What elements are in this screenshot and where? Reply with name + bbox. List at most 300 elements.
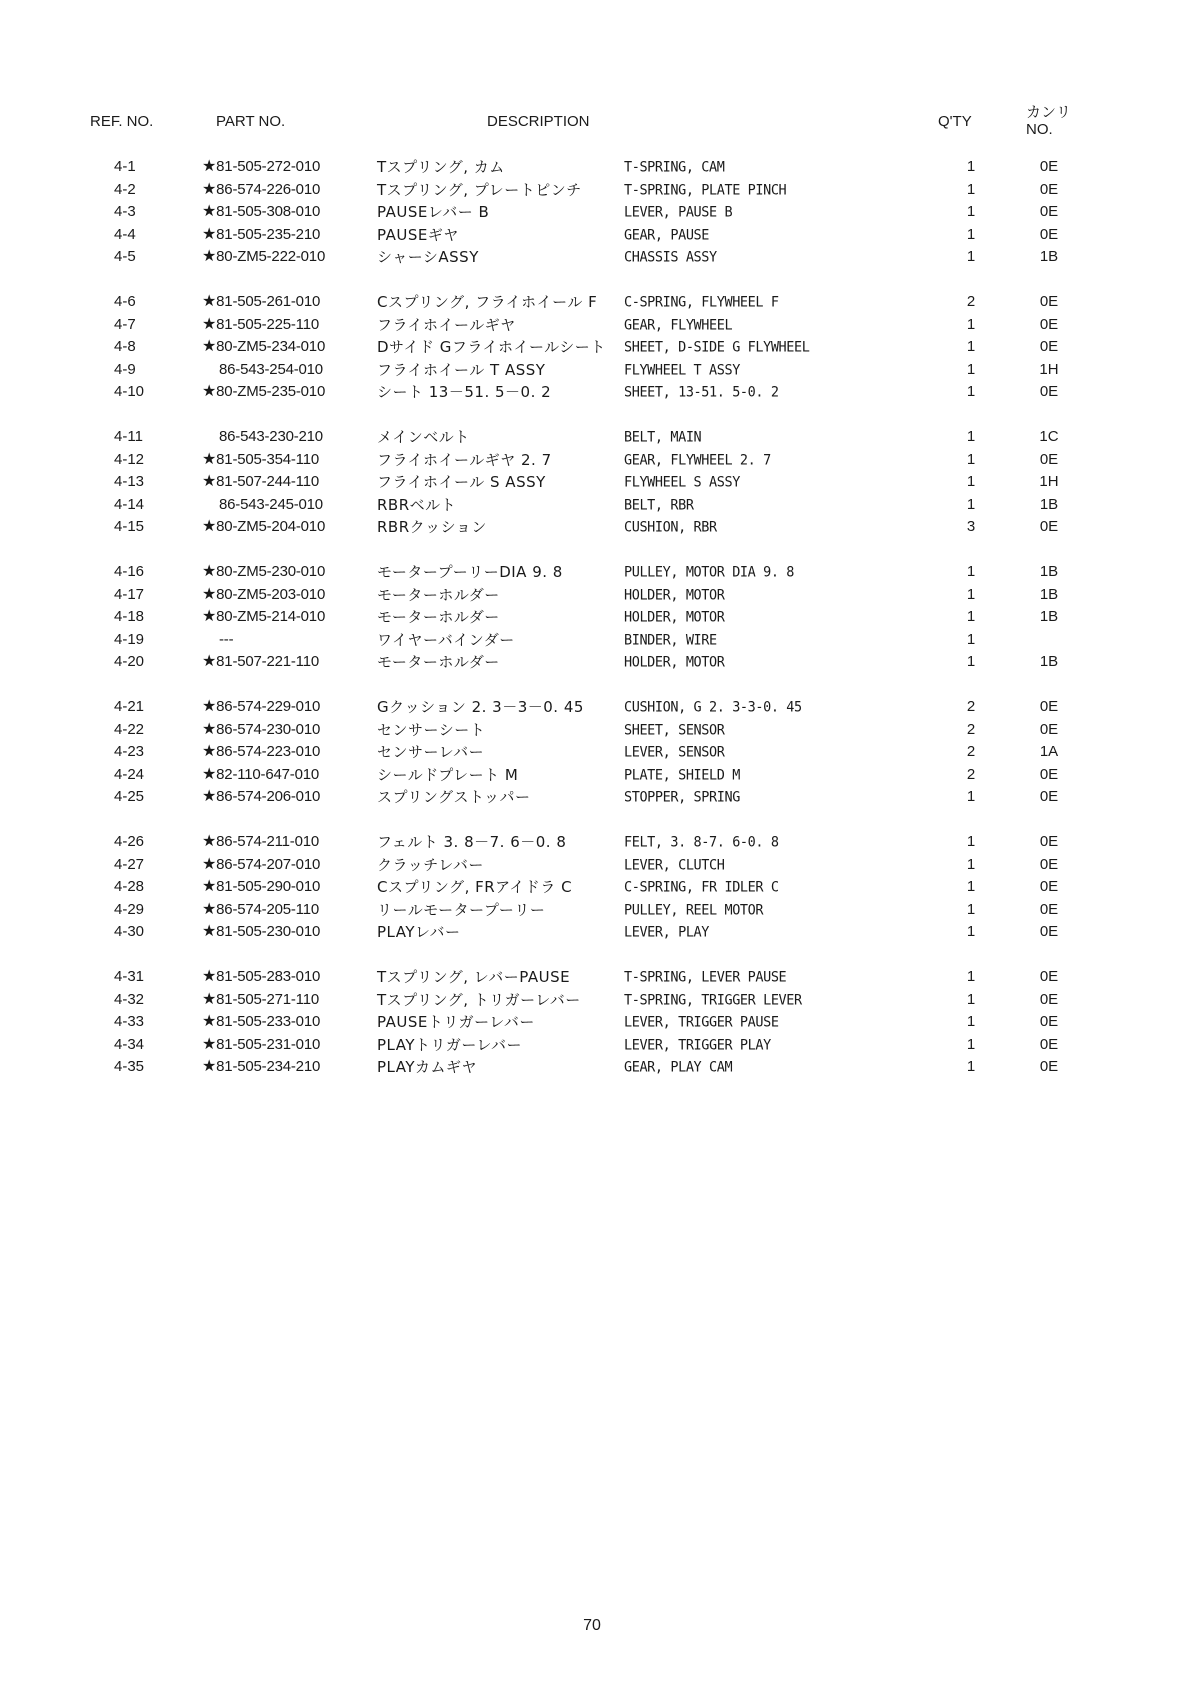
description-japanese: RBRベルト	[377, 495, 457, 514]
ref-number: 4-31	[114, 968, 145, 985]
part-number-text: 81-505-283-010	[216, 968, 321, 985]
part-number	[202, 179, 320, 201]
part-number	[202, 201, 320, 223]
quantity: 1	[966, 900, 976, 918]
description-english: C-SPRING, FLYWHEEL F	[624, 293, 779, 311]
kanri-number: 0E	[1039, 180, 1059, 198]
ref-number: 4-15	[114, 518, 145, 535]
quantity: 1	[966, 788, 976, 805]
quantity: 1	[966, 383, 976, 400]
part-number-text: 86-574-226-010	[216, 180, 321, 198]
part-number	[202, 156, 320, 178]
quantity: 1	[966, 450, 976, 468]
part-number-text: 81-507-221-110	[216, 653, 319, 670]
table-row	[0, 696, 1184, 719]
header-qty: Q'TY	[938, 113, 972, 130]
description-japanese: Cスプリング, FRアイドラ C	[377, 878, 573, 896]
description-japanese: PLAYカムギヤ	[377, 1058, 478, 1076]
part-number-text: 81-505-354-110	[216, 450, 319, 468]
description-japanese: Cスプリング, フライホイール F	[377, 293, 598, 311]
header-ref-no: REF. NO.	[90, 113, 154, 130]
star-icon: ★	[202, 585, 217, 603]
quantity: 1	[966, 203, 976, 220]
kanri-number: 1B	[1039, 608, 1059, 625]
ref-number: 4-6	[114, 293, 136, 310]
ref-number: 4-12	[114, 450, 145, 468]
part-number	[202, 336, 325, 358]
kanri-number: 0E	[1039, 1013, 1059, 1030]
part-number-text: 86-543-254-010	[219, 360, 323, 378]
description-japanese: Tスプリング, カム	[377, 158, 505, 176]
description-english: PULLEY, REEL MOTOR	[624, 900, 764, 919]
part-number	[202, 719, 320, 741]
quantity: 1	[966, 473, 976, 490]
ref-number: 4-7	[114, 315, 136, 333]
quantity: 2	[966, 698, 976, 715]
header-kanri-no	[1026, 104, 1071, 138]
quantity: 1	[966, 855, 976, 873]
kanri-number: 0E	[1039, 923, 1059, 940]
part-number	[202, 246, 325, 268]
description-japanese: クラッチレバー	[377, 855, 484, 874]
description-english: FLYWHEEL S ASSY	[624, 473, 740, 491]
part-number-text: 86-574-229-010	[216, 698, 321, 715]
ref-number: 4-25	[114, 788, 145, 805]
table-row	[0, 516, 1184, 539]
part-number	[202, 314, 319, 336]
part-number	[202, 584, 325, 606]
quantity: 1	[966, 585, 976, 603]
quantity: 2	[966, 293, 976, 310]
description-english: T-SPRING, PLATE PINCH	[624, 180, 787, 199]
description-english: BELT, MAIN	[624, 428, 702, 446]
part-number	[202, 764, 319, 786]
star-icon: ★	[202, 608, 217, 625]
table-row	[0, 1034, 1184, 1057]
quantity: 1	[966, 630, 976, 648]
description-japanese: RBRクッション	[377, 518, 487, 536]
part-number-text: 80-ZM5-234-010	[216, 338, 326, 355]
table-row	[0, 764, 1184, 787]
star-icon: ★	[202, 788, 217, 805]
table-row	[0, 876, 1184, 899]
part-number-text: 80-ZM5-214-010	[216, 608, 326, 625]
description-japanese: Gクッション 2. 3－3－0. 45	[377, 698, 584, 716]
ref-number: 4-16	[114, 563, 145, 580]
page-number: 70	[583, 1617, 601, 1634]
description-japanese: フライホイール T ASSY	[377, 360, 546, 379]
kanri-number: 1B	[1039, 585, 1059, 603]
description-japanese: フェルト 3. 8－7. 6－0. 8	[377, 833, 567, 851]
description-japanese: モーターホルダー	[377, 653, 500, 671]
description-japanese: モータープーリーDIA 9. 8	[377, 563, 563, 581]
quantity: 1	[966, 315, 976, 333]
ref-number: 4-8	[114, 338, 136, 355]
description-japanese: シールドプレート M	[377, 765, 519, 784]
quantity: 1	[966, 1058, 976, 1075]
part-number-text: 81-505-308-010	[216, 203, 321, 220]
description-english: BELT, RBR	[624, 495, 694, 514]
quantity: 1	[966, 1035, 976, 1053]
description-english: C-SPRING, FR IDLER C	[624, 878, 779, 896]
part-number-text: 80-ZM5-222-010	[216, 248, 326, 265]
ref-number: 4-11	[114, 428, 143, 445]
description-japanese: フライホイール S ASSY	[377, 473, 546, 491]
table-row	[0, 629, 1184, 652]
description-english: GEAR, FLYWHEEL 2. 7	[624, 450, 771, 469]
kanri-number: 1H	[1039, 360, 1059, 378]
group-spacer	[0, 944, 1184, 967]
description-japanese: センサーレバー	[377, 743, 485, 761]
kanri-number: 1B	[1039, 563, 1059, 580]
description-japanese: モーターホルダー	[377, 585, 500, 604]
part-number	[202, 561, 325, 583]
ref-number: 4-33	[114, 1013, 145, 1030]
part-number-text: 81-505-235-210	[216, 225, 321, 243]
table-row	[0, 224, 1184, 247]
group-spacer	[0, 539, 1184, 562]
kanri-number: 0E	[1039, 338, 1059, 355]
table-row	[0, 989, 1184, 1012]
part-number-text: 86-574-223-010	[216, 743, 321, 760]
star-icon: ★	[202, 855, 217, 873]
ref-number: 4-2	[114, 180, 136, 198]
part-number-text: 80-ZM5-230-010	[216, 563, 326, 580]
quantity: 1	[966, 608, 976, 625]
ref-number: 4-5	[114, 248, 136, 265]
table-row	[0, 561, 1184, 584]
part-number-text: 81-505-230-010	[216, 923, 321, 940]
quantity: 1	[966, 338, 976, 355]
description-english: PLATE, SHIELD M	[624, 765, 740, 784]
part-number-text: 86-574-207-010	[216, 855, 321, 873]
description-english: CUSHION, G 2. 3-3-0. 45	[624, 698, 802, 716]
part-number-text: 86-574-230-010	[216, 720, 321, 738]
table-row	[0, 381, 1184, 404]
table-row	[0, 179, 1184, 202]
star-icon: ★	[202, 450, 217, 468]
part-number	[202, 471, 319, 493]
description-english: SHEET, D-SIDE G FLYWHEEL	[624, 338, 810, 356]
description-english: LEVER, TRIGGER PAUSE	[624, 1013, 779, 1031]
star-icon: ★	[202, 158, 217, 175]
ref-number: 4-14	[114, 495, 145, 513]
part-number	[202, 291, 320, 313]
star-icon: ★	[202, 383, 217, 400]
description-japanese: Tスプリング, トリガーレバー	[377, 990, 581, 1009]
description-english: T-SPRING, CAM	[624, 158, 725, 176]
description-japanese: PAUSEレバー B	[377, 203, 490, 221]
part-number	[202, 381, 325, 403]
part-number	[219, 494, 323, 516]
part-number	[202, 224, 320, 246]
part-number-text: 80-ZM5-203-010	[216, 585, 326, 603]
group-spacer	[0, 269, 1184, 292]
star-icon: ★	[202, 473, 217, 490]
quantity: 1	[966, 990, 976, 1008]
part-number-text: 81-505-261-010	[216, 293, 321, 310]
star-icon: ★	[202, 203, 217, 220]
kanri-number: 0E	[1039, 900, 1059, 918]
quantity: 1	[966, 878, 976, 895]
description-english: HOLDER, MOTOR	[624, 653, 725, 671]
ref-number: 4-18	[114, 608, 145, 625]
kanri-number: 0E	[1039, 855, 1059, 873]
description-japanese: PAUSEギヤ	[377, 225, 459, 244]
part-number	[202, 966, 320, 988]
star-icon: ★	[202, 990, 217, 1008]
part-number	[202, 449, 319, 471]
table-row	[0, 336, 1184, 359]
table-row	[0, 1056, 1184, 1079]
part-number-text: ---	[219, 630, 234, 648]
table-row	[0, 201, 1184, 224]
table-row	[0, 606, 1184, 629]
description-japanese: リールモータープーリー	[377, 900, 546, 919]
kanri-number: 0E	[1039, 450, 1059, 468]
kanri-number: 0E	[1039, 833, 1059, 850]
quantity: 1	[966, 360, 976, 378]
description-japanese: メインベルト	[377, 428, 470, 446]
ref-number: 4-23	[114, 743, 145, 760]
part-number	[202, 696, 320, 718]
parts-table	[0, 156, 1184, 1079]
description-english: HOLDER, MOTOR	[624, 608, 725, 626]
kanri-number: 0E	[1039, 1035, 1059, 1053]
ref-number: 4-28	[114, 878, 145, 895]
kanri-number: 1B	[1039, 495, 1059, 513]
part-number	[202, 1011, 320, 1033]
table-row	[0, 584, 1184, 607]
part-number	[202, 606, 325, 628]
part-number	[202, 921, 320, 943]
ref-number: 4-22	[114, 720, 145, 738]
kanri-number: 0E	[1039, 878, 1059, 895]
description-english: CUSHION, RBR	[624, 518, 717, 536]
description-japanese: Dサイド Gフライホイールシート	[377, 338, 606, 356]
ref-number: 4-19	[114, 630, 145, 648]
star-icon: ★	[202, 563, 217, 580]
part-number	[202, 651, 319, 673]
table-row	[0, 471, 1184, 494]
table-row	[0, 246, 1184, 269]
star-icon: ★	[202, 698, 217, 715]
part-number-text: 81-507-244-110	[216, 473, 319, 490]
star-icon: ★	[202, 900, 217, 918]
part-number-text: 81-505-233-010	[216, 1013, 321, 1030]
table-row	[0, 831, 1184, 854]
description-english: LEVER, CLUTCH	[624, 855, 725, 874]
ref-number: 4-13	[114, 473, 145, 490]
part-number	[202, 831, 319, 853]
part-number-text: 81-505-225-110	[216, 315, 319, 333]
description-japanese: シャーシASSY	[377, 248, 479, 266]
description-japanese: スプリングストッパー	[377, 788, 531, 806]
ref-number: 4-1	[114, 158, 136, 175]
quantity: 1	[966, 158, 976, 175]
star-icon: ★	[202, 923, 217, 940]
description-english: LEVER, SENSOR	[624, 743, 725, 761]
description-english: LEVER, PLAY	[624, 923, 710, 941]
part-number	[202, 741, 320, 763]
quantity: 1	[966, 428, 976, 445]
table-row	[0, 449, 1184, 472]
quantity: 1	[966, 923, 976, 940]
part-number-text: 80-ZM5-235-010	[216, 383, 326, 400]
part-number-text: 81-505-231-010	[216, 1035, 321, 1053]
part-number-text: 81-505-290-010	[216, 878, 321, 895]
part-number	[219, 359, 323, 381]
table-row	[0, 899, 1184, 922]
kanri-number: 0E	[1039, 225, 1059, 243]
star-icon: ★	[202, 180, 217, 198]
description-english: LEVER, TRIGGER PLAY	[624, 1035, 771, 1054]
star-icon: ★	[202, 1058, 217, 1075]
description-english: FLYWHEEL T ASSY	[624, 360, 740, 379]
kanri-number: 0E	[1039, 720, 1059, 738]
part-number	[202, 1056, 320, 1078]
star-icon: ★	[202, 315, 217, 333]
star-icon: ★	[202, 225, 217, 243]
table-row	[0, 359, 1184, 382]
table-row	[0, 426, 1184, 449]
description-japanese: Tスプリング, プレートピンチ	[377, 180, 582, 199]
table-row	[0, 741, 1184, 764]
part-number	[202, 989, 319, 1011]
part-number	[202, 854, 320, 876]
part-number-text: 86-574-211-010	[216, 833, 319, 850]
kanri-number: 0E	[1039, 158, 1059, 175]
ref-number: 4-27	[114, 855, 145, 873]
ref-number: 4-20	[114, 653, 145, 670]
part-number	[202, 876, 320, 898]
part-number-text: 86-574-206-010	[216, 788, 321, 805]
part-number-text: 81-505-271-110	[216, 990, 319, 1008]
kanri-number: 0E	[1039, 518, 1059, 535]
quantity: 1	[966, 1013, 976, 1030]
description-japanese: PLAYレバー	[377, 923, 461, 941]
header-description: DESCRIPTION	[487, 113, 590, 130]
kanri-number: 0E	[1039, 990, 1059, 1008]
ref-number: 4-24	[114, 765, 145, 783]
star-icon: ★	[202, 1035, 217, 1053]
description-english: CHASSIS ASSY	[624, 248, 717, 266]
ref-number: 4-26	[114, 833, 145, 850]
kanri-number: 0E	[1039, 293, 1059, 310]
description-japanese: PLAYトリガーレバー	[377, 1035, 523, 1054]
part-number-text: 86-574-205-110	[216, 900, 319, 918]
header-part-no: PART NO.	[216, 113, 286, 130]
part-number-text: 82-110-647-010	[216, 765, 319, 783]
star-icon: ★	[202, 765, 217, 783]
part-number	[202, 899, 319, 921]
table-row	[0, 719, 1184, 742]
table-row	[0, 966, 1184, 989]
description-english: GEAR, PLAY CAM	[624, 1058, 733, 1076]
kanri-number: 1H	[1039, 473, 1059, 490]
table-row	[0, 651, 1184, 674]
description-english: GEAR, PAUSE	[624, 225, 710, 244]
kanri-number: 0E	[1039, 765, 1059, 783]
ref-number: 4-32	[114, 990, 145, 1008]
group-spacer	[0, 674, 1184, 697]
kanri-number: 1B	[1039, 248, 1059, 265]
kanri-number: 0E	[1039, 1058, 1059, 1075]
description-english: BINDER, WIRE	[624, 630, 717, 649]
description-japanese: シート 13－51. 5－0. 2	[377, 383, 552, 401]
header-kanri-line1: カンリ	[1026, 104, 1072, 121]
table-row	[0, 854, 1184, 877]
description-japanese: ワイヤーバインダー	[377, 630, 515, 649]
part-number	[202, 516, 325, 538]
quantity: 1	[966, 833, 976, 850]
header-kanri-line2: NO.	[1026, 121, 1053, 138]
star-icon: ★	[202, 293, 217, 310]
quantity: 1	[966, 495, 976, 513]
description-english: SHEET, 13-51. 5-0. 2	[624, 383, 779, 401]
description-english: T-SPRING, LEVER PAUSE	[624, 968, 787, 986]
ref-number: 4-9	[114, 360, 136, 378]
description-english: SHEET, SENSOR	[624, 720, 725, 739]
quantity: 2	[966, 720, 976, 738]
table-row	[0, 291, 1184, 314]
description-japanese: PAUSEトリガーレバー	[377, 1013, 535, 1031]
ref-number: 4-10	[114, 383, 145, 400]
description-japanese: フライホイールギヤ 2. 7	[377, 450, 552, 469]
table-row	[0, 1011, 1184, 1034]
kanri-number: 1B	[1039, 653, 1059, 670]
part-number	[202, 1034, 320, 1056]
star-icon: ★	[202, 878, 217, 895]
kanri-number: 0E	[1039, 203, 1059, 220]
ref-number: 4-21	[114, 698, 145, 715]
star-icon: ★	[202, 518, 217, 535]
part-number	[202, 786, 320, 808]
description-english: HOLDER, MOTOR	[624, 585, 725, 604]
part-number	[219, 426, 323, 448]
description-japanese: センサーシート	[377, 720, 486, 739]
star-icon: ★	[202, 743, 217, 760]
part-number	[219, 629, 233, 651]
table-row	[0, 921, 1184, 944]
part-number-text: 86-543-230-210	[219, 428, 323, 445]
description-japanese: Tスプリング, レバーPAUSE	[377, 968, 571, 986]
table-row	[0, 314, 1184, 337]
quantity: 3	[966, 518, 976, 535]
group-spacer	[0, 404, 1184, 427]
description-english: LEVER, PAUSE B	[624, 203, 733, 221]
kanri-number: 0E	[1039, 383, 1059, 400]
star-icon: ★	[202, 653, 217, 670]
star-icon: ★	[202, 833, 217, 850]
quantity: 1	[966, 225, 976, 243]
ref-number: 4-4	[114, 225, 136, 243]
kanri-number: 1A	[1039, 743, 1059, 760]
star-icon: ★	[202, 338, 217, 355]
quantity: 2	[966, 765, 976, 783]
kanri-number: 0E	[1039, 968, 1059, 985]
description-japanese: フライホイールギヤ	[377, 315, 516, 334]
star-icon: ★	[202, 1013, 217, 1030]
table-row	[0, 494, 1184, 517]
kanri-number: 0E	[1039, 315, 1059, 333]
kanri-number: 0E	[1039, 698, 1059, 715]
description-english: GEAR, FLYWHEEL	[624, 315, 733, 334]
description-english: T-SPRING, TRIGGER LEVER	[624, 990, 802, 1009]
ref-number: 4-17	[114, 585, 145, 603]
ref-number: 4-35	[114, 1058, 145, 1075]
ref-number: 4-30	[114, 923, 145, 940]
